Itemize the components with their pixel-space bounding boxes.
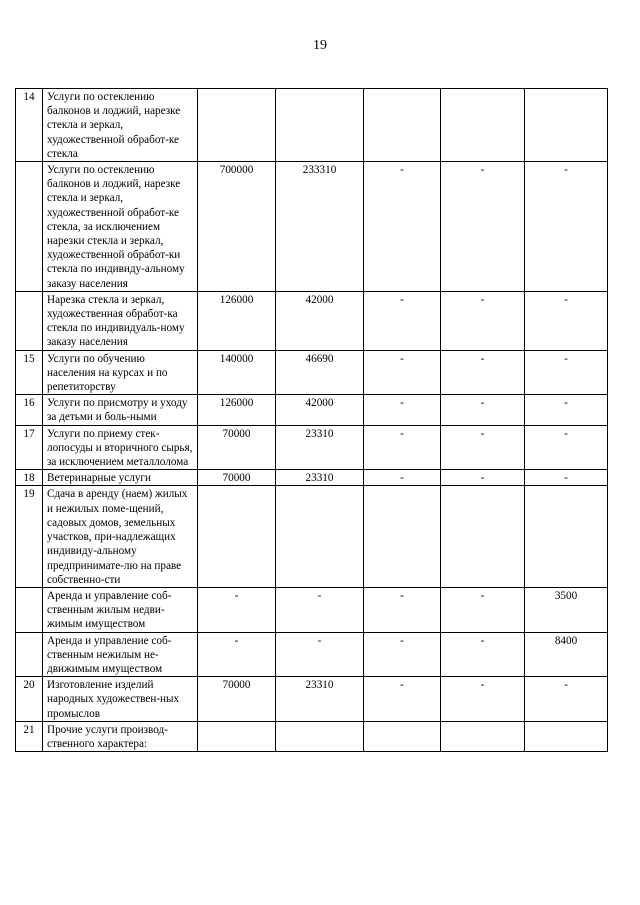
- value-cell-1: [198, 721, 276, 751]
- value-cell-3: -: [364, 395, 441, 425]
- value-cell-2: [276, 721, 364, 751]
- service-name-cell: Услуги по остеклению балконов и лоджий, нарезке стекла и зеркал, художественной обработ-ке стекла: [43, 89, 198, 162]
- table-row: [16, 677, 608, 722]
- value-cell-1: 140000: [198, 350, 276, 395]
- value-cell-2: 23310: [276, 425, 364, 470]
- service-name-cell: Услуги по остеклению балконов и лоджий, нарезке стекла и зеркал, художественной обработ-ке стекла, за исключением нарезки стекла и зеркал, художественной обработ-ки стекла по индивиду-альному заказу населения: [43, 162, 198, 292]
- value-cell-4: -: [441, 395, 525, 425]
- row-number-cell: 20: [16, 677, 43, 722]
- row-number-cell: 15: [16, 350, 43, 395]
- row-number-cell: 14: [16, 89, 43, 162]
- value-cell-2: 23310: [276, 677, 364, 722]
- table-body: [16, 89, 608, 752]
- value-cell-5: -: [525, 470, 608, 486]
- value-cell-5: -: [525, 291, 608, 350]
- service-name-cell: Сдача в аренду (наем) жилых и нежилых поме-щений, садовых домов, земельных участков, при-надлежащих индивиду-альному предпринимате-лю на праве собственно-сти: [43, 486, 198, 587]
- table-row: [16, 632, 608, 677]
- value-cell-4: -: [441, 425, 525, 470]
- value-cell-4: -: [441, 470, 525, 486]
- value-cell-3: -: [364, 587, 441, 632]
- value-cell-3: -: [364, 470, 441, 486]
- table-row: [16, 425, 608, 470]
- service-name-cell: Аренда и управление соб-ственным нежилым не-движимым имуществом: [43, 632, 198, 677]
- value-cell-5: [525, 721, 608, 751]
- value-cell-5: 8400: [525, 632, 608, 677]
- row-number-cell: [16, 162, 43, 292]
- value-cell-3: -: [364, 162, 441, 292]
- page-number: 19: [313, 38, 327, 53]
- value-cell-4: [441, 486, 525, 587]
- value-cell-3: [364, 721, 441, 751]
- row-number-cell: 16: [16, 395, 43, 425]
- value-cell-3: -: [364, 291, 441, 350]
- service-name-cell: Нарезка стекла и зеркал, художественная обработ-ка стекла по индивидуаль-ному заказу населения: [43, 291, 198, 350]
- value-cell-2: 23310: [276, 470, 364, 486]
- value-cell-2: 233310: [276, 162, 364, 292]
- value-cell-2: 42000: [276, 291, 364, 350]
- value-cell-1: -: [198, 632, 276, 677]
- table-row: [16, 162, 608, 292]
- value-cell-3: [364, 89, 441, 162]
- value-cell-4: -: [441, 162, 525, 292]
- service-name-cell: Услуги по приему стек-лопосуды и вторичного сырья, за исключением металлолома: [43, 425, 198, 470]
- value-cell-4: -: [441, 291, 525, 350]
- service-name-cell: Прочие услуги производ-ственного характера:: [43, 721, 198, 751]
- service-name-cell: Ветеринарные услуги: [43, 470, 198, 486]
- value-cell-1: 700000: [198, 162, 276, 292]
- value-cell-5: 3500: [525, 587, 608, 632]
- value-cell-3: -: [364, 632, 441, 677]
- value-cell-3: -: [364, 425, 441, 470]
- value-cell-5: -: [525, 350, 608, 395]
- value-cell-3: [364, 486, 441, 587]
- service-name-cell: Услуги по присмотру и уходу за детьми и боль-ными: [43, 395, 198, 425]
- value-cell-2: [276, 486, 364, 587]
- row-number-cell: [16, 587, 43, 632]
- value-cell-3: -: [364, 677, 441, 722]
- value-cell-1: 70000: [198, 677, 276, 722]
- value-cell-2: 42000: [276, 395, 364, 425]
- row-number-cell: [16, 291, 43, 350]
- table-row: [16, 395, 608, 425]
- row-number-cell: 19: [16, 486, 43, 587]
- service-name-cell: Услуги по обучению населения на курсах и по репетиторству: [43, 350, 198, 395]
- value-cell-2: -: [276, 587, 364, 632]
- value-cell-1: [198, 89, 276, 162]
- value-cell-4: -: [441, 632, 525, 677]
- row-number-cell: [16, 632, 43, 677]
- table-row: [16, 470, 608, 486]
- value-cell-1: 70000: [198, 470, 276, 486]
- value-cell-4: -: [441, 587, 525, 632]
- value-cell-4: [441, 89, 525, 162]
- value-cell-4: [441, 721, 525, 751]
- table-row: [16, 721, 608, 751]
- row-number-cell: 18: [16, 470, 43, 486]
- value-cell-1: 70000: [198, 425, 276, 470]
- table-row: [16, 89, 608, 162]
- table-row: [16, 291, 608, 350]
- value-cell-4: -: [441, 677, 525, 722]
- value-cell-5: -: [525, 425, 608, 470]
- table-row: [16, 486, 608, 587]
- value-cell-3: -: [364, 350, 441, 395]
- value-cell-5: -: [525, 677, 608, 722]
- table-row: [16, 587, 608, 632]
- service-name-cell: Аренда и управление соб-ственным жилым недви-жимым имуществом: [43, 587, 198, 632]
- service-name-cell: Изготовление изделий народных художествен-ных промыслов: [43, 677, 198, 722]
- tariff-table: [15, 88, 608, 752]
- value-cell-2: -: [276, 632, 364, 677]
- value-cell-1: 126000: [198, 395, 276, 425]
- value-cell-2: 46690: [276, 350, 364, 395]
- value-cell-1: -: [198, 587, 276, 632]
- value-cell-4: -: [441, 350, 525, 395]
- value-cell-5: [525, 486, 608, 587]
- value-cell-5: -: [525, 162, 608, 292]
- row-number-cell: 17: [16, 425, 43, 470]
- value-cell-2: [276, 89, 364, 162]
- value-cell-1: 126000: [198, 291, 276, 350]
- value-cell-1: [198, 486, 276, 587]
- value-cell-5: [525, 89, 608, 162]
- value-cell-5: -: [525, 395, 608, 425]
- table-row: [16, 350, 608, 395]
- row-number-cell: 21: [16, 721, 43, 751]
